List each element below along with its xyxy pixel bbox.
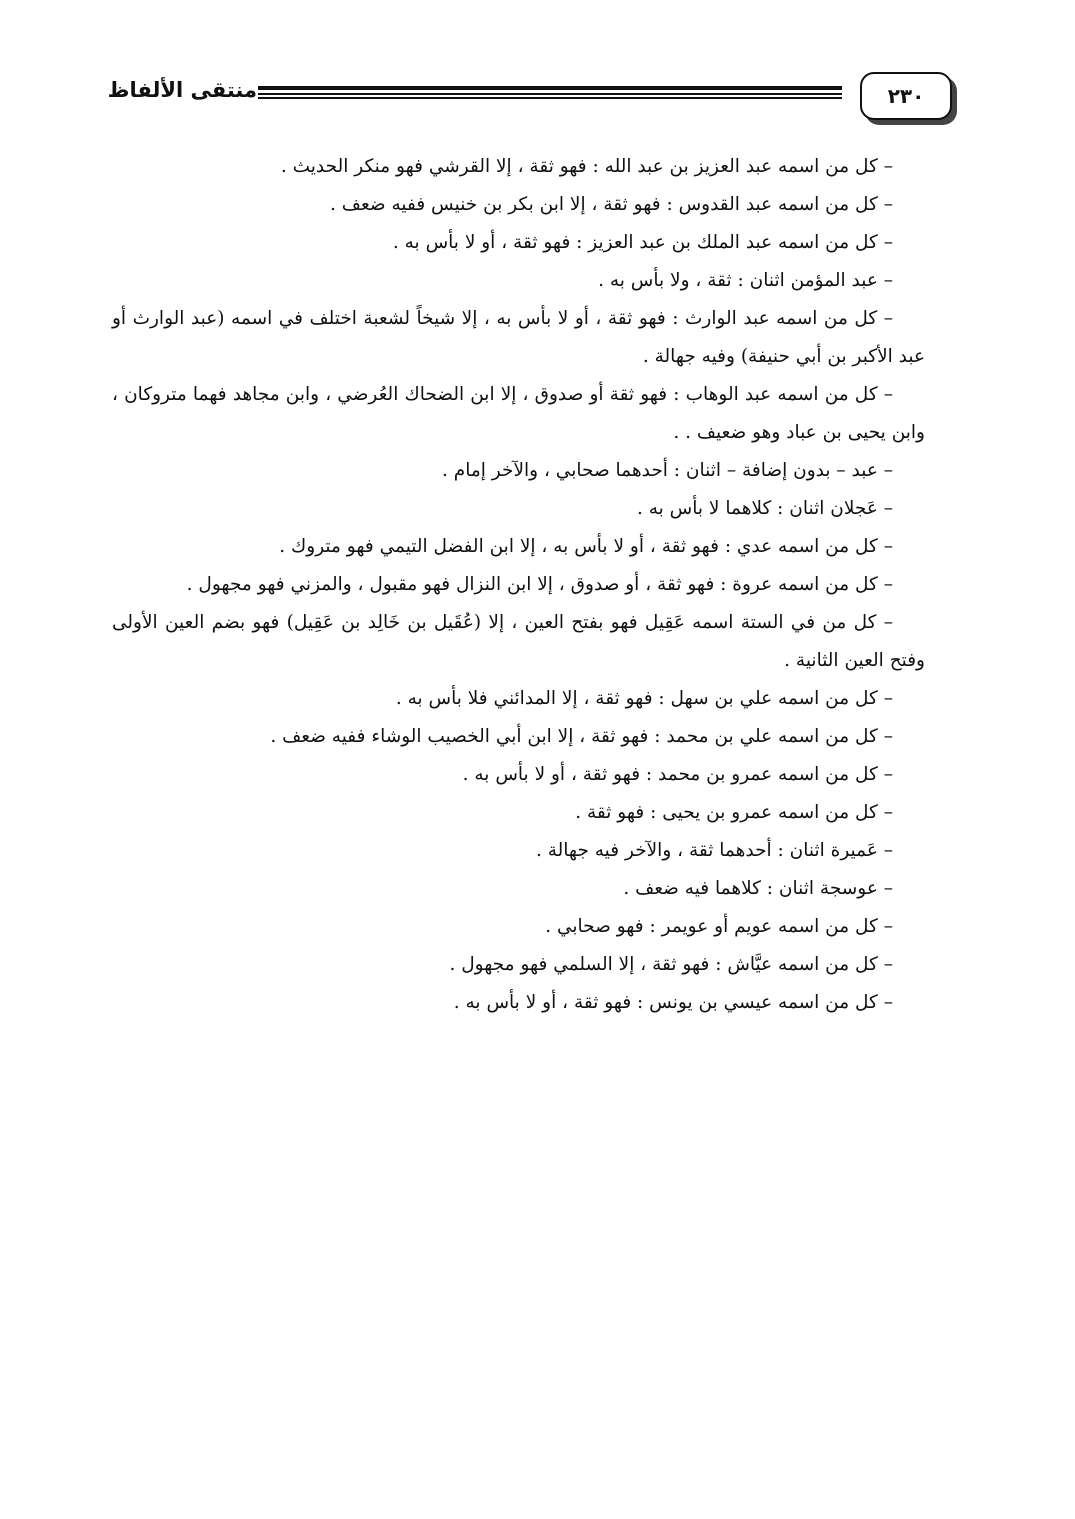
page-number: ٢٣٠ [860, 72, 952, 120]
book-title: منتقى الألفاظ [107, 78, 257, 102]
page-body [112, 148, 925, 1022]
entry: – عوسجة اثنان : كلاهما فيه ضعف . [623, 878, 893, 899]
entry: – كل من اسمه عبد الوهاب : فهو ثقة أو صدوق ، إلا ابن الضحاك العُرضي ، وابن مجاهد فهما متروكان ، وابن يحيى بن عباد وهو ضعيف . . [112, 384, 925, 443]
entry: – كل من اسمه عروة : فهو ثقة ، أو صدوق ، إلا ابن النزال فهو مقبول ، والمزني فهو مجهول . [186, 574, 893, 595]
entry: – عبد – بدون إضافة – اثنان : أحدهما صحابي ، والآخر إمام . [442, 460, 893, 481]
entry: – كل من اسمه عيسي بن يونس : فهو ثقة ، أو لا بأس به . [453, 992, 893, 1013]
entry: – كل من اسمه عبد الملك بن عبد العزيز : فهو ثقة ، أو لا بأس به . [392, 232, 893, 253]
entry: – عَميرة اثنان : أحدهما ثقة ، والآخر فيه جهالة . [535, 840, 893, 861]
entry: – كل من اسمه عبد الوارث : فهو ثقة ، أو لا بأس به ، إلا شيخاً لشعبة اختلف في اسمه (عبد الوارث أو عبد الأكبر بن أبي حنيفة) وفيه جهالة . [112, 308, 925, 367]
entry: – كل من اسمه عمرو بن يحيى : فهو ثقة . [575, 802, 893, 823]
entry: – كل من اسمه علي بن سهل : فهو ثقة ، إلا المدائني فلا بأس به . [395, 688, 893, 709]
entry: – كل من اسمه علي بن محمد : فهو ثقة ، إلا ابن أبي الخصيب الوشاء ففيه ضعف . [270, 726, 893, 747]
page-header [107, 68, 962, 130]
header-rule [258, 86, 842, 100]
entry: – كل من في الستة اسمه عَقِيل فهو بفتح العين ، إلا (عُقَيل بن خَالِد بن عَقِيل) فهو بضم العين الأولى وفتح العين الثانية . [112, 612, 925, 671]
entry: – كل من اسمه عبد العزيز بن عبد الله : فهو ثقة ، إلا القرشي فهو منكر الحديث . [280, 156, 893, 177]
entry: – كل من اسمه عبد القدوس : فهو ثقة ، إلا ابن بكر بن خنيس ففيه ضعف . [330, 194, 893, 215]
entry: – كل من اسمه عدي : فهو ثقة ، أو لا بأس به ، إلا ابن الفضل التيمي فهو متروك . [279, 536, 893, 557]
entry: – كل من اسمه عويم أو عويمر : فهو صحابي . [545, 916, 893, 937]
entry: – كل من اسمه عيَّاش : فهو ثقة ، إلا السلمي فهو مجهول . [449, 954, 893, 975]
entry: – كل من اسمه عمرو بن محمد : فهو ثقة ، أو لا بأس به . [462, 764, 893, 785]
entry: – عبد المؤمن اثنان : ثقة ، ولا بأس به . [598, 270, 893, 291]
entry: – عَجلان اثنان : كلاهما لا بأس به . [636, 498, 893, 519]
